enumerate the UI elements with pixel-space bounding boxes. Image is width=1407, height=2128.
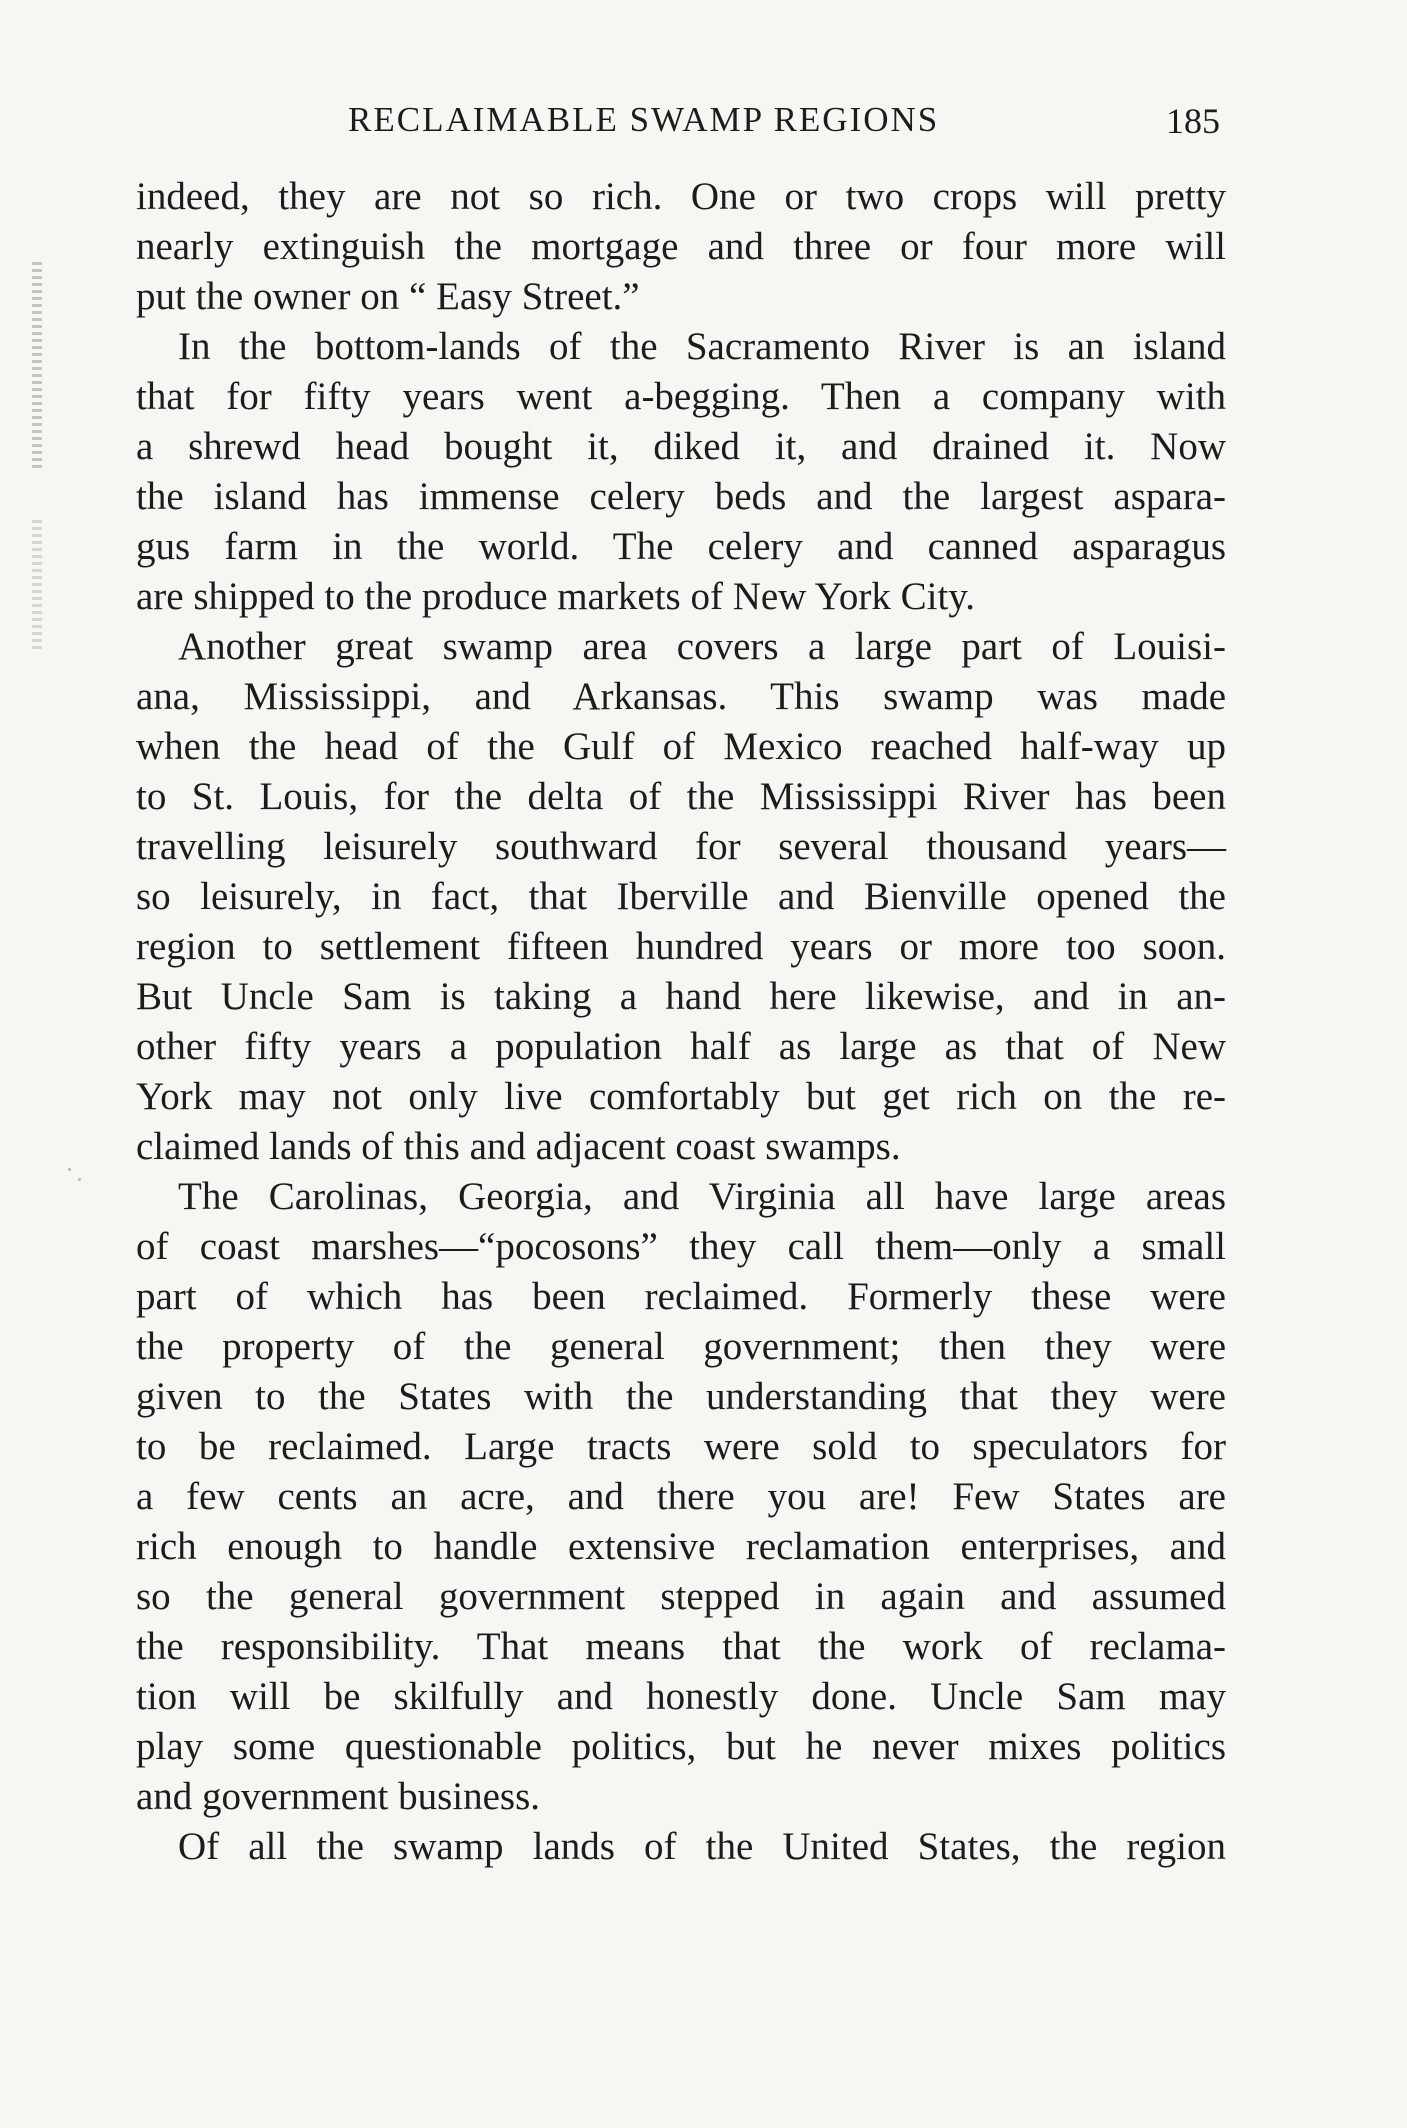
text-line: Another great swamp area covers a large part of Louisi- [178, 625, 1226, 668]
text-line: are shipped to the produce markets of New York City. [136, 575, 976, 618]
text-line: gus farm in the world. The celery and canned asparagus [136, 525, 1226, 568]
text-line: nearly extinguish the mortgage and three or four more will [136, 225, 1226, 268]
running-title: RECLAIMABLE SWAMP REGIONS [348, 100, 940, 139]
text-line: and government business. [136, 1775, 541, 1818]
text-line: indeed, they are not so rich. One or two crops will pretty [136, 175, 1226, 218]
text-line: to St. Louis, for the delta of the Mississippi River has been [136, 775, 1226, 818]
scan-speck [68, 1168, 71, 1171]
text-line: a few cents an acre, and there you are! Few States are [136, 1475, 1226, 1518]
text-line: when the head of the Gulf of Mexico reached half-way up [136, 725, 1226, 768]
text-line: travelling leisurely southward for several thousand years— [136, 825, 1226, 868]
text-line: the responsibility. That means that the work of reclama- [136, 1625, 1226, 1668]
text-line: given to the States with the understanding that they were [136, 1375, 1226, 1418]
paragraph [136, 622, 1226, 1172]
gutter-scan-mark [32, 262, 42, 472]
text-line: so leisurely, in fact, that Iberville and Bienville opened the [136, 875, 1226, 918]
text-line: part of which has been reclaimed. Formerly these were [136, 1275, 1226, 1318]
text-line: But Uncle Sam is taking a hand here likewise, and in an- [136, 975, 1226, 1018]
text-line: the island has immense celery beds and the largest aspara- [136, 475, 1226, 518]
text-line: tion will be skilfully and honestly done. Uncle Sam may [136, 1675, 1226, 1718]
text-line: that for fifty years went a-begging. Then a company with [136, 375, 1226, 418]
text-line: region to settlement fifteen hundred years or more too soon. [136, 925, 1226, 968]
text-line: to be reclaimed. Large tracts were sold to speculators for [136, 1425, 1226, 1468]
text-line: so the general government stepped in again and assumed [136, 1575, 1226, 1618]
text-line: rich enough to handle extensive reclamation enterprises, and [136, 1525, 1226, 1568]
paragraph [136, 322, 1226, 622]
text-line: York may not only live comfortably but get rich on the re- [136, 1075, 1226, 1118]
paragraph [136, 172, 1226, 322]
text-line: other fifty years a population half as large as that of New [136, 1025, 1226, 1068]
paragraph [136, 1172, 1226, 1822]
text-line: put the owner on “ Easy Street.” [136, 275, 640, 318]
text-line: The Carolinas, Georgia, and Virginia all have large areas [178, 1175, 1226, 1218]
scan-speck [78, 1178, 81, 1181]
text-line: of coast marshes—“pocosons” they call them—only a small [136, 1225, 1226, 1268]
paragraph [136, 1822, 1226, 1872]
text-line: ana, Mississippi, and Arkansas. This swamp was made [136, 675, 1226, 718]
page-number: 185 [1166, 101, 1220, 141]
gutter-scan-mark [32, 520, 42, 650]
text-line: the property of the general government; then they were [136, 1325, 1226, 1368]
running-head [140, 100, 1220, 160]
text-line: play some questionable politics, but he never mixes politics [136, 1725, 1226, 1768]
text-line: Of all the swamp lands of the United States, the region [178, 1825, 1226, 1868]
body-text [136, 172, 1226, 1872]
text-line: claimed lands of this and adjacent coast swamps. [136, 1125, 901, 1168]
text-line: In the bottom-lands of the Sacramento River is an island [178, 325, 1226, 368]
text-line: a shrewd head bought it, diked it, and drained it. Now [136, 425, 1226, 468]
